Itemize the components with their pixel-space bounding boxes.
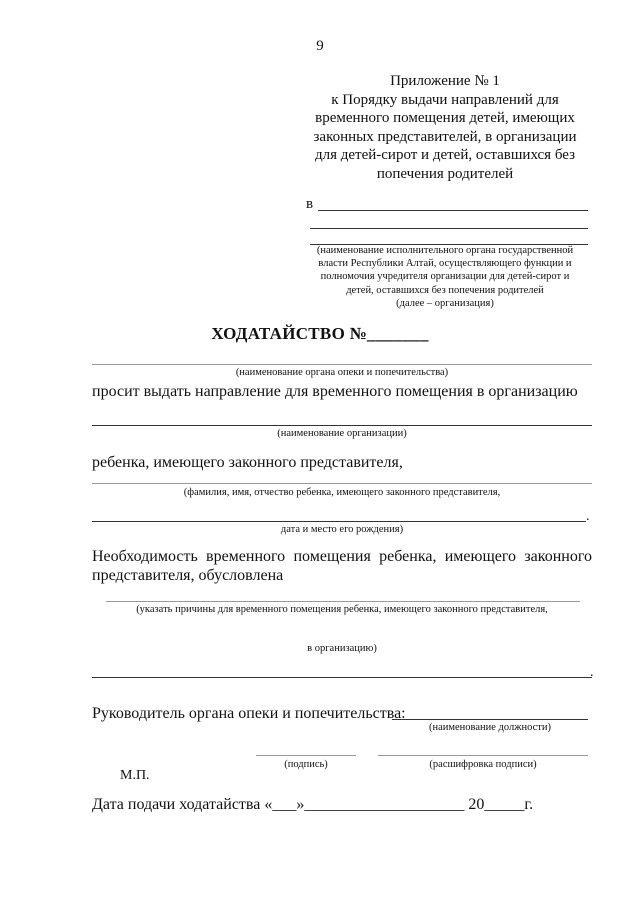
position-caption: (наименование должности)	[428, 722, 552, 733]
addressee-note-line: полномочия учредителя организации для детей-сирот и	[320, 271, 570, 283]
necessity-text-line2: представителя, обусловлена	[92, 567, 284, 584]
addressee-note-line: детей, оставшихся без попечения родителей	[346, 284, 544, 296]
reason-caption-2: в организацию)	[307, 643, 377, 654]
addressee-note-line: (далее – организация)	[396, 297, 494, 309]
submission-date[interactable]: Дата подачи ходатайства «___»____________________ 20_____г.	[92, 796, 534, 813]
addressee-note-line: (наименование исполнительного органа государственной	[316, 245, 574, 256]
child-birth-caption: дата и место его рождения)	[280, 524, 404, 535]
document-title: ХОДАТАЙСТВО №_______	[211, 324, 429, 343]
guardianship-caption: (наименование органа опеки и попечительства)	[235, 367, 449, 378]
child-text: ребенка, имеющего законного представителя,	[92, 454, 403, 471]
addressee-line-1[interactable]	[318, 210, 588, 211]
annex-header	[300, 72, 590, 183]
annex-line: попечения родителей	[376, 165, 514, 182]
signature-decode-line[interactable]	[378, 755, 588, 756]
line-end-dot: .	[590, 665, 594, 680]
addressee-note-line: власти Республики Алтай, осуществляющего функции и	[318, 258, 572, 270]
reason-line[interactable]	[106, 601, 580, 602]
organization-caption: (наименование организации)	[277, 428, 407, 439]
child-name-line[interactable]	[92, 483, 592, 484]
annex-line: для детей-сирот и детей, оставшихся без	[314, 147, 576, 163]
stamp-label: М.П.	[120, 768, 150, 783]
reason-line-2[interactable]	[92, 677, 592, 678]
addressee-line-2[interactable]	[310, 228, 588, 229]
reason-caption: (указать причины для временного помещения ребенка, имеющего законного представителя,	[136, 604, 548, 615]
guardianship-line[interactable]	[92, 364, 592, 365]
addressee-note	[300, 244, 590, 310]
signature-decode-caption: (расшифровка подписи)	[429, 759, 537, 770]
request-text: просит выдать направление для временного помещения в организацию	[92, 383, 578, 400]
line-end-dot: .	[586, 509, 590, 524]
position-line[interactable]	[392, 719, 588, 720]
annex-line: Приложение № 1	[390, 73, 500, 89]
signature-caption: (подпись)	[284, 759, 328, 770]
annex-line: временного помещения детей, имеющих	[315, 110, 575, 126]
head-label: Руководитель органа опеки и попечительства:	[92, 705, 406, 722]
necessity-text-line1: Необходимость временного помещения ребенка, имеющего законного	[92, 548, 592, 565]
organization-line[interactable]	[92, 425, 592, 426]
annex-line: законных представителей, в организации	[313, 128, 577, 145]
signature-line[interactable]	[256, 755, 356, 756]
page-number: 9	[316, 38, 324, 54]
child-birth-line[interactable]	[92, 521, 586, 522]
addressee-to-label: в	[306, 196, 314, 212]
child-name-caption: (фамилия, имя, отчество ребенка, имеющего законного представителя,	[183, 487, 501, 498]
annex-line: к Порядку выдачи направлений для	[331, 91, 559, 108]
